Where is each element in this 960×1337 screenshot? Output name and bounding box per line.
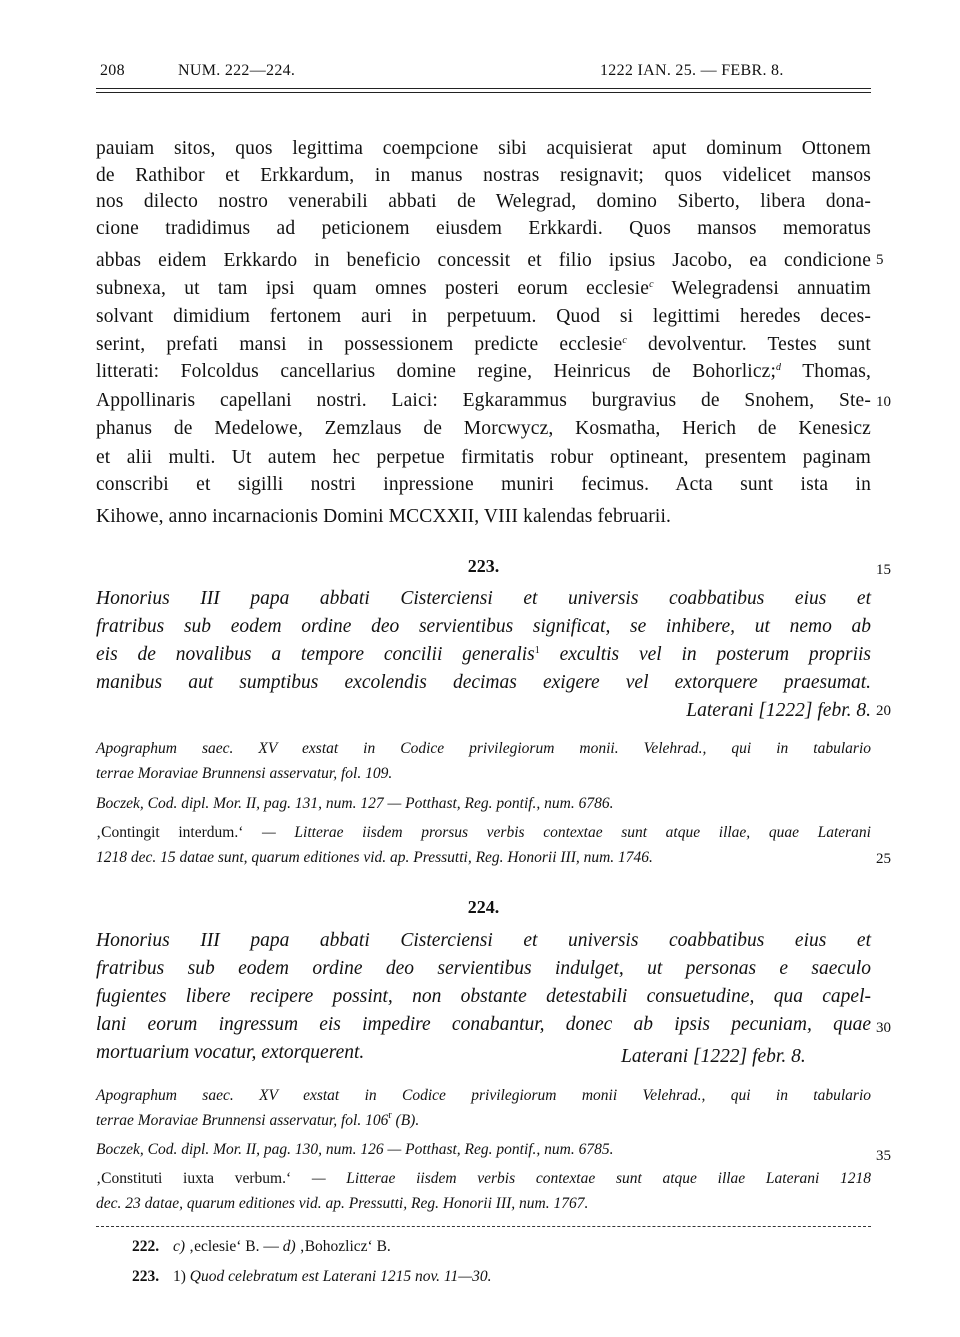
text-line: de Rathibor et Erkkardum, in manus nostras resignavit; quos videlicet mansos	[96, 164, 871, 186]
apparatus-line: 1218 dec. 15 datae sunt, quarum editiones vid. ap. Pressutti, Reg. Honorii III, num. 1746.	[96, 849, 653, 866]
text-line: serint, prefati mansi in possessionem predicte ecclesie$^c$ devolventur. Testes sunt	[96, 334, 871, 355]
text-line: Kihowe, anno incarnacionis Domini MCCXXII, VIII kalendas februarii.	[96, 506, 672, 527]
apparatus-line: Apographum saec. XV exstat in Codice privilegiorum monii. Velehrad., qui in tabulario	[96, 740, 871, 757]
text-line: pauiam sitos, quos legittima coempcione sibi acquisierat aput dominum Ottonem	[96, 138, 871, 159]
text-line: Appollinaris capellani nostri. Laici: Egkarammus burgravius de Snohem, Ste-	[96, 390, 871, 411]
line-number: 15	[876, 562, 891, 578]
apparatus-line: terrae Moraviae Brunnensi asservatur, fol. 109.	[96, 765, 393, 782]
header-rule	[96, 92, 871, 93]
apparatus-line: Boczek, Cod. dipl. Mor. II, pag. 130, num. 126 — Potthast, Reg. pontif., num. 6785.	[96, 1141, 614, 1158]
text-line: conscribi et sigilli nostri inpressione muniri fecimus. Acta sunt ista in	[96, 474, 871, 495]
running-head-numbers: NUM. 222—224.	[178, 62, 296, 79]
text-line: abbas eidem Erkkardo in beneficio concessit et filio ipsius Jacobo, ea condicione	[96, 250, 871, 271]
footnote-rule	[96, 1226, 871, 1227]
apparatus-line: ‚Contingit interdum.‘ — Litterae iisdem prorsus verbis contextae sunt atque illae, quae Laterani	[96, 824, 871, 841]
line-number: 35	[876, 1148, 891, 1164]
regest-line: eis de novalibus a tempore concilii generalis$^1$ excultis vel in posterum propriis	[96, 644, 871, 665]
text-line: cione tradidimus ad peticionem eiusdem Erkkardi. Quos mansos memoratus	[96, 217, 871, 239]
text-line: phanus de Medelowe, Zemzlaus de Morcwycz, Kosmatha, Herich de Kenesicz	[96, 418, 871, 439]
regest-line: fratribus sub eodem ordine deo servientibus indulget, ut personas e saeculo	[96, 958, 871, 979]
header-rule	[96, 88, 871, 89]
regest-line: mortuarium vocatur, extorquerent.	[96, 1042, 365, 1063]
place-date: Laterani [1222] febr. 8.	[686, 700, 871, 721]
regest-line: Honorius III papa abbati Cisterciensi et universis coabbatibus eius et	[96, 930, 871, 951]
regest-line: lani eorum ingressum eis impedire conabantur, donec ab ipsis pecuniam, quae	[96, 1014, 871, 1035]
page-number: 208	[100, 62, 125, 79]
regest-line: Honorius III papa abbati Cisterciensi et universis coabbatibus eius et	[96, 588, 871, 609]
document-224-number: 224.	[467, 897, 500, 917]
line-number: 25	[876, 851, 891, 867]
regest-line: fugientes libere recipere possint, non obstante detestabili consuetudine, qua capel-	[96, 986, 871, 1007]
line-number: 5	[876, 252, 884, 268]
text-line: subnexa, ut tam ipsi quam omnes posteri eorum ecclesie$^c$ Welegradensi annuatim	[96, 278, 871, 299]
text-line: solvant dimidium fertonem auri in perpetuum. Quod si legittimi heredes deces-	[96, 306, 871, 327]
running-head	[96, 62, 871, 84]
text-line: nos dilecto nostro venerabili abbati de Welegrad, domino Siberto, libera dona-	[96, 191, 871, 212]
footnote-222: 222. c) ‚eclesie‘ B. — d) ‚Bohozlicz‘ B.	[132, 1238, 391, 1255]
apparatus-line: dec. 23 datae, quarum editiones vid. ap. Pressutti, Reg. Honorii III, num. 1767.	[96, 1195, 589, 1212]
apparatus-line: Boczek, Cod. dipl. Mor. II, pag. 131, num. 127 — Potthast, Reg. pontif., num. 6786.	[96, 795, 614, 812]
line-number: 10	[876, 394, 891, 410]
line-number: 20	[876, 703, 891, 719]
document-223-number: 223.	[467, 556, 500, 576]
apparatus-line: ‚Constituti iuxta verbum.‘ — Litterae iisdem verbis contextae sunt atque illae Laterani 1218	[96, 1170, 871, 1187]
apparatus-line: Apographum saec. XV exstat in Codice privilegiorum monii Velehrad., qui in tabulario	[96, 1087, 871, 1104]
regest-line: manibus aut sumptibus excolendis decimas exigere vel extorquere praesumat.	[96, 672, 871, 693]
apparatus-line: terrae Moraviae Brunnensi asservatur, fol. 106$^r$ (B).	[96, 1110, 420, 1129]
place-date: Laterani [1222] febr. 8.	[621, 1046, 806, 1067]
text-line: litterati: Folcoldus cancellarius domine regine, Heinricus de Bohorlicz;$^d$ Thomas,	[96, 361, 871, 382]
regest-line: fratribus sub eodem ordine deo servientibus significat, se inhibere, ut nemo ab	[96, 616, 871, 637]
text-line: et alii multi. Ut autem hec perpetue firmitatis robur optineant, presentem paginam	[96, 447, 871, 468]
line-number: 30	[876, 1020, 891, 1036]
footnote-223: 223. 1) Quod celebratum est Laterani 1215 nov. 11—30.	[132, 1268, 492, 1285]
running-head-date: 1222 IAN. 25. — FEBR. 8.	[600, 62, 784, 79]
